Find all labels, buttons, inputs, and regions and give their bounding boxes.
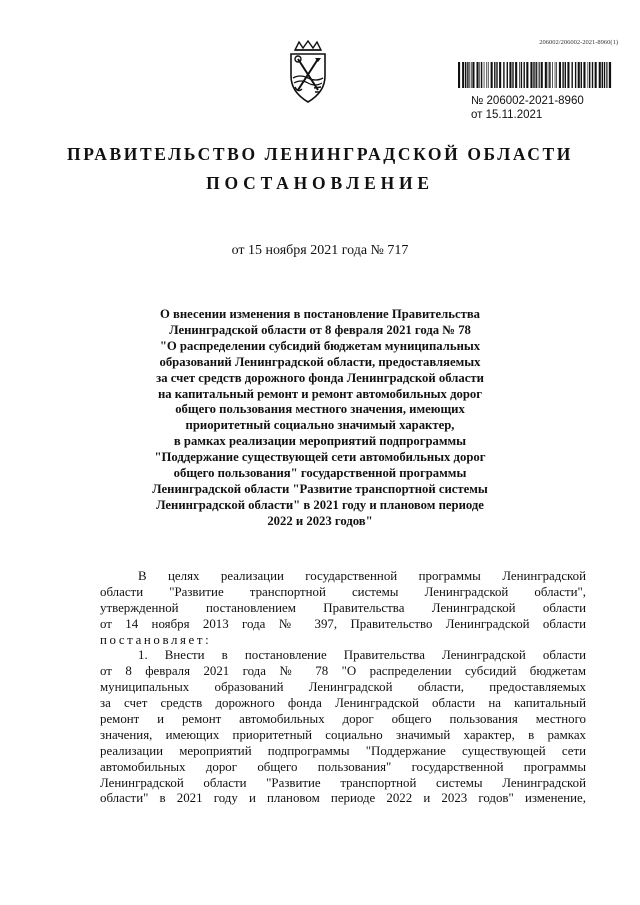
registration-number: № 206002-2021-8960 bbox=[471, 95, 584, 107]
subject-line: на капитальный ремонт и ремонт автомобильных дорог bbox=[157, 386, 483, 401]
subject-line: приоритетный социально значимый характер, bbox=[185, 418, 455, 433]
body-line: автомобильных дорог общего пользования" государственной программы bbox=[100, 759, 586, 774]
subject-line: Ленинградской области" в 2021 году и плановом периоде bbox=[156, 497, 484, 512]
body-line: 1. Внести в постановление Правительства Ленинградской области bbox=[138, 648, 586, 663]
document-id: 206002/206002-2021-8960(1) bbox=[539, 39, 618, 46]
document-type: ПОСТАНОВЛЕНИЕ bbox=[206, 173, 434, 193]
body-line: постановляет: bbox=[100, 632, 212, 647]
body-line: реализации мероприятий подпрограммы "Поддержание существующей сети bbox=[100, 743, 586, 758]
subject-line: в рамках реализации мероприятий подпрограммы bbox=[173, 434, 467, 449]
subject-line: "Поддержание существующей сети автомобильных дорог bbox=[154, 450, 486, 465]
registration-block bbox=[471, 94, 584, 122]
body-line: от 14 ноября 2013 года № 397, Правительство Ленинградской области bbox=[100, 616, 586, 631]
subject-line: О внесении изменения в постановление Правительства bbox=[159, 307, 481, 321]
body-line: за счет средств дорожного фонда Ленинградской области на капитальный bbox=[100, 696, 586, 711]
body-line: ремонт и ремонт автомобильных дорог общего пользования местного bbox=[100, 712, 586, 727]
document-subject bbox=[130, 307, 510, 530]
subject-line: общего пользования местного значения, имеющих bbox=[175, 402, 465, 417]
document-body bbox=[100, 569, 586, 807]
body-line: В целях реализации государственной программы Ленинградской bbox=[138, 569, 586, 583]
subject-line: Ленинградской области "Развитие транспортной системы bbox=[152, 481, 488, 496]
subject-line: за счет средств дорожного фонда Ленинградской области bbox=[156, 370, 484, 385]
body-line: области "Развитие транспортной системы Ленинградской области", bbox=[100, 584, 586, 599]
subject-line: "О распределении субсидий бюджетам муниципальных bbox=[159, 338, 481, 353]
coat-of-arms-icon bbox=[285, 40, 331, 106]
body-line: утвержденной постановлением Правительства Ленинградской области bbox=[100, 600, 586, 615]
body-line: значения, имеющих приоритетный социально значимый характер, в рамках bbox=[100, 727, 586, 742]
organization-title: ПРАВИТЕЛЬСТВО ЛЕНИНГРАДСКОЙ ОБЛАСТИ bbox=[66, 144, 574, 164]
body-line: от 8 февраля 2021 года № 78 "О распределении субсидий бюджетам bbox=[100, 664, 586, 679]
barcode-icon bbox=[457, 62, 612, 88]
subject-line: 2022 и 2023 годов" bbox=[267, 513, 373, 528]
body-line: Ленинградской области "Развитие транспортной системы Ленинградской bbox=[100, 775, 586, 790]
registration-date: от 15.11.2021 bbox=[471, 109, 543, 121]
subject-line: Ленинградской области от 8 февраля 2021 года № 78 bbox=[169, 322, 471, 337]
subject-line: образований Ленинградской области, предоставляемых bbox=[159, 354, 481, 369]
document-date: от 15 ноября 2021 года № 717 bbox=[231, 243, 409, 258]
body-line: муниципальных образований Ленинградской области, предоставляемых bbox=[100, 680, 586, 695]
subject-line: общего пользования" государственной программы bbox=[173, 466, 467, 481]
body-line: области" в 2021 году и плановом периоде 2022 и 2023 годов" изменение, bbox=[100, 791, 586, 806]
